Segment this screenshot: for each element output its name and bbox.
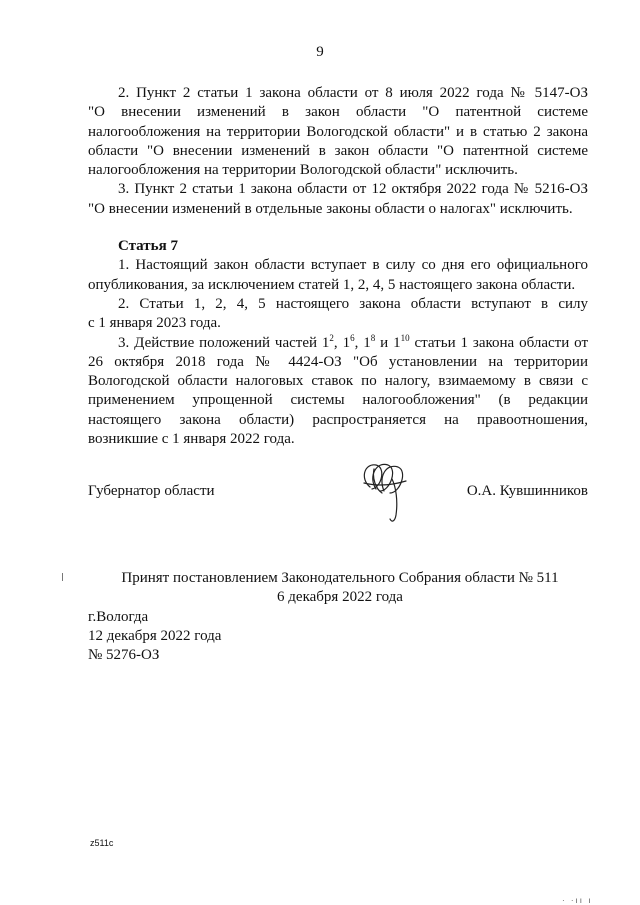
adoption-line-2: 6 декабря 2022 года <box>277 589 403 605</box>
document-code: z511c <box>90 838 114 848</box>
item-3-separator: , 1 <box>354 334 371 351</box>
paragraph-2-line-4: области "О внесении изменений в закон области "О патентной системе <box>88 142 588 159</box>
adoption-line-1: Принят постановлением Законодательного Собрания области № 511 <box>121 570 559 586</box>
signer-title: Губернатор области <box>88 483 215 499</box>
article-item-3-line-6: возникшие с 1 января 2022 года. <box>88 431 295 448</box>
signing-date: 12 декабря 2022 года <box>88 628 222 644</box>
paragraph-2-line-3: налогообложения на территории Вологодской области" и в статью 2 закона <box>88 123 588 140</box>
article-item-2-line-2: с 1 января 2023 года. <box>88 315 221 332</box>
article-item-1-line-2: опубликования, за исключением статей 1, 2, 4, 5 настоящего закона области. <box>88 276 576 293</box>
item-3-separator: и 1 <box>375 334 401 351</box>
scan-marks: · ·ıı ı <box>562 896 593 905</box>
paragraph-2-line-2: "О внесении изменений в закон области "О патентной системе <box>88 104 588 121</box>
law-number: № 5276-ОЗ <box>88 647 160 663</box>
paragraph-2-line-5: налогообложения на территории Вологодской области" исключить. <box>88 162 518 179</box>
superscript: 2 <box>329 332 334 343</box>
item-3-prefix: 3. Действие положений частей 1 <box>118 334 330 351</box>
article-heading: Статья 7 <box>118 238 178 255</box>
paragraph-2-line-1: 2. Пункт 2 статьи 1 закона области от 8 июля 2022 года № 5147-ОЗ <box>118 85 588 101</box>
handwritten-signature <box>356 457 416 527</box>
paragraph-3-line-1: 3. Пункт 2 статьи 1 закона области от 12 октября 2022 года № 5216-ОЗ <box>118 181 588 198</box>
paragraph-2 <box>88 84 588 449</box>
page-number: 9 <box>316 44 324 60</box>
city: г.Вологда <box>88 609 149 625</box>
article-item-3-line-4: применением упрощенной системы налогообложения" (в редакции <box>88 392 588 409</box>
article-item-3-line-2: 26 октября 2018 года № 4424-ОЗ "Об установлении на территории <box>88 353 588 370</box>
article-item-1-line-1: 1. Настоящий закон области вступает в силу со дня его официального <box>118 257 588 274</box>
superscript: 6 <box>350 332 355 343</box>
item-3-suffix: статьи 1 закона области от <box>409 334 589 351</box>
superscript: 10 <box>400 332 410 343</box>
article-item-3-line-5: настоящего закона области) распространяется на правоотношения, <box>88 411 588 428</box>
signature-block <box>88 483 588 523</box>
article-item-3-line-1 <box>88 334 588 353</box>
adoption-note <box>0 569 640 607</box>
paragraph-3-line-2: "О внесении изменений в отдельные законы области о налогах" исключить. <box>88 200 573 217</box>
article-item-2-line-1: 2. Статьи 1, 2, 4, 5 настоящего закона области вступают в силу <box>118 295 588 312</box>
item-3-separator: , 1 <box>333 334 351 351</box>
article-item-3-line-3: Вологодской области налоговых ставок по налогу, взимаемому в связи с <box>88 373 588 390</box>
superscript: 8 <box>370 332 376 343</box>
place-date-block <box>88 608 221 665</box>
signer-name: О.А. Кувшинников <box>466 483 588 499</box>
